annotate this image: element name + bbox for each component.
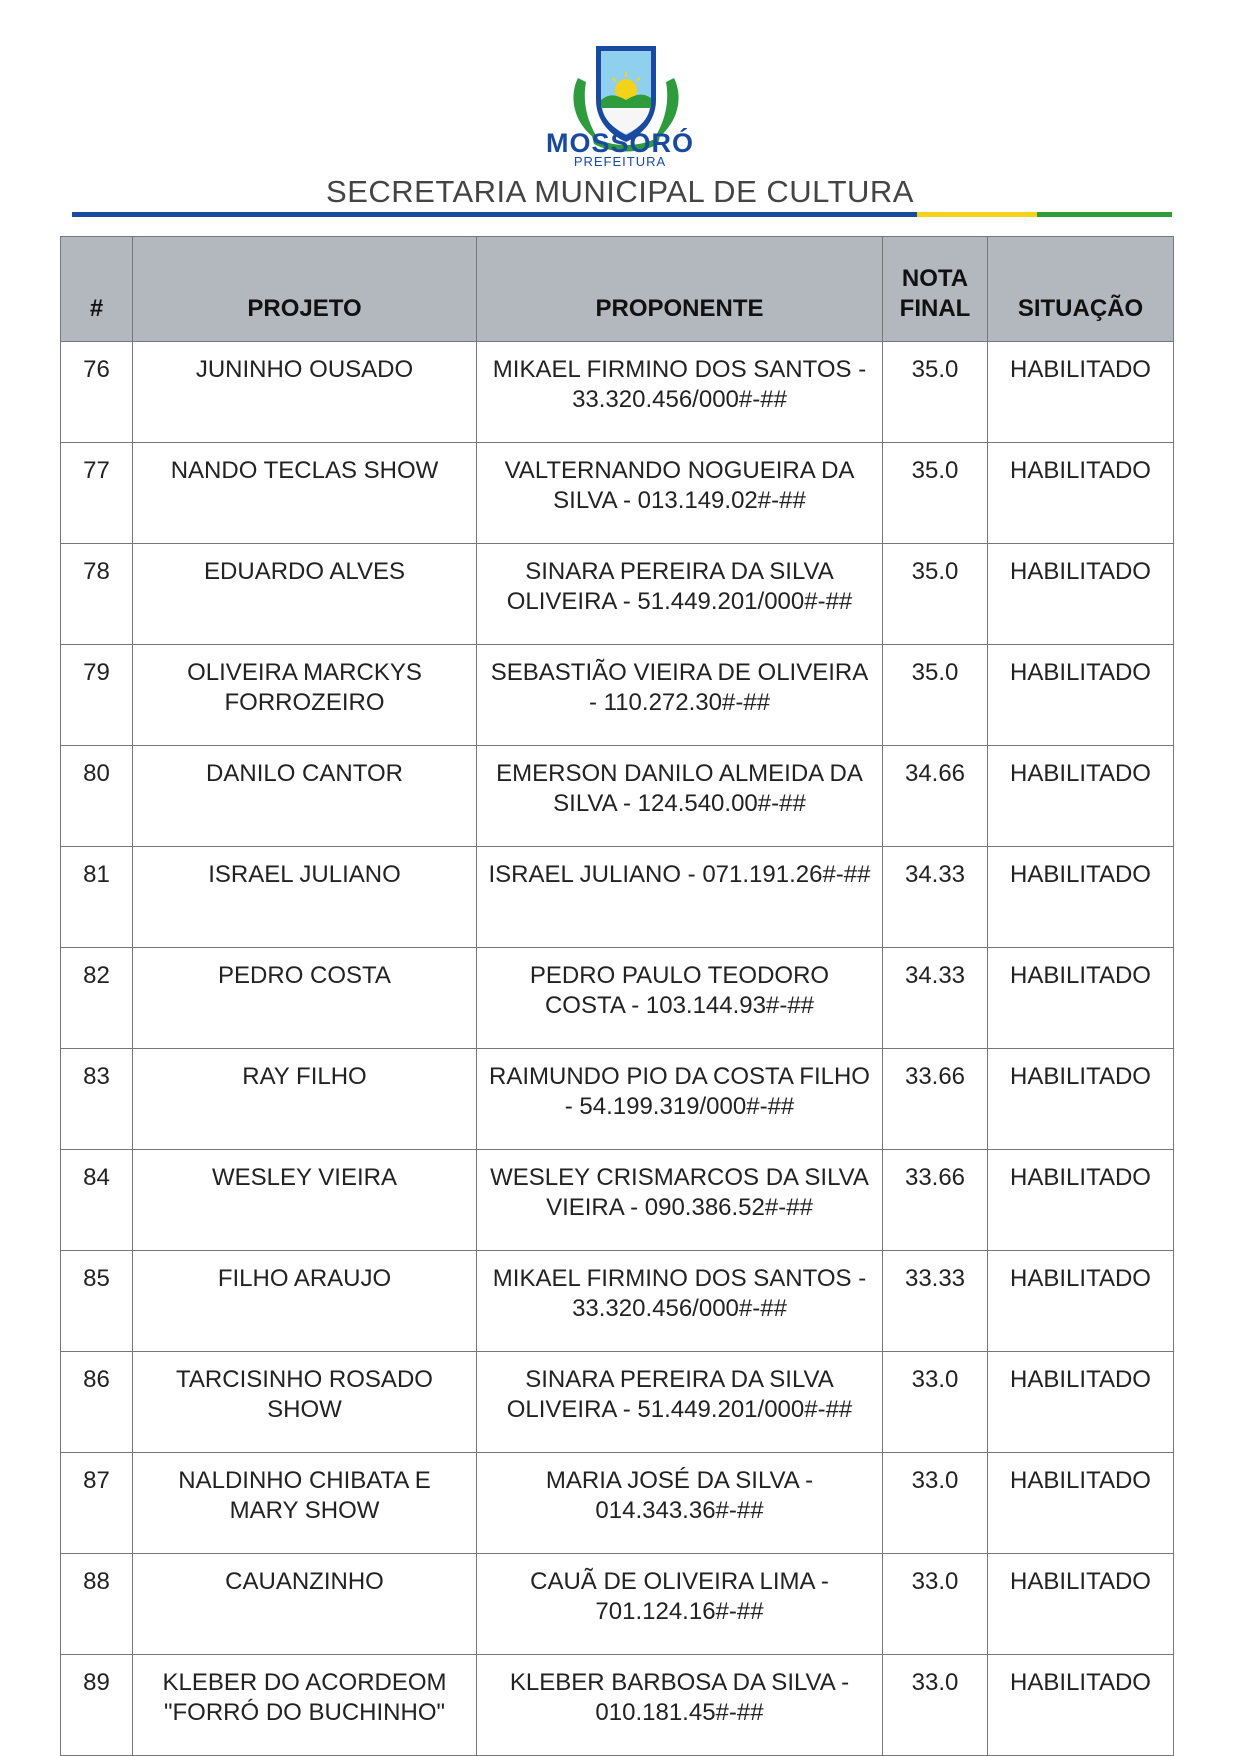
cell-number: 87 — [61, 1453, 133, 1554]
cell-situacao: HABILITADO — [988, 1453, 1174, 1554]
table-row — [61, 1554, 1174, 1655]
table-row — [61, 443, 1174, 544]
table-header-row — [61, 237, 1174, 342]
cell-proponente: SEBASTIÃO VIEIRA DE OLIVEIRA - 110.272.30#-## — [477, 645, 883, 746]
table-row — [61, 342, 1174, 443]
cell-situacao: HABILITADO — [988, 847, 1174, 948]
stripe-green — [1037, 212, 1172, 217]
cell-proponente: WESLEY CRISMARCOS DA SILVA VIEIRA - 090.386.52#-## — [477, 1150, 883, 1251]
brand-name: MOSSORÓ — [545, 128, 694, 158]
cell-nota: 34.66 — [883, 746, 988, 847]
cell-projeto: EDUARDO ALVES — [133, 544, 477, 645]
cell-projeto: NANDO TECLAS SHOW — [133, 443, 477, 544]
cell-number: 85 — [61, 1251, 133, 1352]
table-row — [61, 1150, 1174, 1251]
cell-proponente: SINARA PEREIRA DA SILVA OLIVEIRA - 51.449.201/000#-## — [477, 1352, 883, 1453]
table-row — [61, 1251, 1174, 1352]
table-row — [61, 746, 1174, 847]
cell-projeto: WESLEY VIEIRA — [133, 1150, 477, 1251]
cell-projeto: OLIVEIRA MARCKYS FORROZEIRO — [133, 645, 477, 746]
cell-nota: 33.0 — [883, 1352, 988, 1453]
cell-proponente: KLEBER BARBOSA DA SILVA - 010.181.45#-## — [477, 1655, 883, 1756]
cell-nota: 33.0 — [883, 1453, 988, 1554]
stripe-yellow — [917, 212, 1037, 217]
table-row — [61, 544, 1174, 645]
cell-situacao: HABILITADO — [988, 443, 1174, 544]
cell-nota: 34.33 — [883, 948, 988, 1049]
header-color-stripe — [72, 212, 1172, 217]
cell-projeto: RAY FILHO — [133, 1049, 477, 1150]
page-header — [0, 0, 1240, 225]
column-header-number: # — [61, 237, 133, 342]
cell-nota: 33.0 — [883, 1554, 988, 1655]
cell-proponente: MIKAEL FIRMINO DOS SANTOS - 33.320.456/000#-## — [477, 1251, 883, 1352]
table-row — [61, 948, 1174, 1049]
cell-proponente: VALTERNANDO NOGUEIRA DA SILVA - 013.149.02#-## — [477, 443, 883, 544]
cell-nota: 33.0 — [883, 1655, 988, 1756]
cell-number: 88 — [61, 1554, 133, 1655]
cell-projeto: NALDINHO CHIBATA E MARY SHOW — [133, 1453, 477, 1554]
cell-number: 78 — [61, 544, 133, 645]
cell-number: 82 — [61, 948, 133, 1049]
table-row — [61, 1049, 1174, 1150]
stripe-blue — [72, 212, 917, 217]
cell-situacao: HABILITADO — [988, 1049, 1174, 1150]
cell-number: 83 — [61, 1049, 133, 1150]
column-header-projeto: PROJETO — [133, 237, 477, 342]
table-row — [61, 1352, 1174, 1453]
cell-nota: 35.0 — [883, 342, 988, 443]
cell-situacao: HABILITADO — [988, 1352, 1174, 1453]
cell-number: 80 — [61, 746, 133, 847]
cell-situacao: HABILITADO — [988, 746, 1174, 847]
table-row — [61, 645, 1174, 746]
nota-header-line1: NOTA — [901, 265, 969, 292]
nota-header-line2: FINAL — [899, 295, 971, 322]
cell-number: 77 — [61, 443, 133, 544]
cell-proponente: MIKAEL FIRMINO DOS SANTOS - 33.320.456/000#-## — [477, 342, 883, 443]
brand-subtitle: PREFEITURA — [573, 154, 667, 169]
cell-number: 76 — [61, 342, 133, 443]
cell-proponente: ISRAEL JULIANO - 071.191.26#-## — [477, 847, 883, 948]
cell-nota: 33.66 — [883, 1049, 988, 1150]
cell-number: 81 — [61, 847, 133, 948]
cell-proponente: PEDRO PAULO TEODORO COSTA - 103.144.93#-## — [477, 948, 883, 1049]
cell-number: 86 — [61, 1352, 133, 1453]
cell-situacao: HABILITADO — [988, 948, 1174, 1049]
cell-nota: 33.33 — [883, 1251, 988, 1352]
cell-projeto: FILHO ARAUJO — [133, 1251, 477, 1352]
cell-nota: 35.0 — [883, 544, 988, 645]
cell-proponente: CAUÃ DE OLIVEIRA LIMA - 701.124.16#-## — [477, 1554, 883, 1655]
cell-situacao: HABILITADO — [988, 544, 1174, 645]
cell-number: 89 — [61, 1655, 133, 1756]
cell-nota: 33.66 — [883, 1150, 988, 1251]
cell-proponente: EMERSON DANILO ALMEIDA DA SILVA - 124.540.00#-## — [477, 746, 883, 847]
cell-projeto: CAUANZINHO — [133, 1554, 477, 1655]
cell-nota: 35.0 — [883, 443, 988, 544]
results-table — [60, 236, 1174, 1756]
cell-proponente: RAIMUNDO PIO DA COSTA FILHO - 54.199.319/000#-## — [477, 1049, 883, 1150]
cell-number: 79 — [61, 645, 133, 746]
cell-situacao: HABILITADO — [988, 1251, 1174, 1352]
cell-situacao: HABILITADO — [988, 1655, 1174, 1756]
cell-nota: 34.33 — [883, 847, 988, 948]
cell-projeto: TARCISINHO ROSADO SHOW — [133, 1352, 477, 1453]
column-header-situacao: SITUAÇÃO — [988, 237, 1174, 342]
table-row — [61, 1655, 1174, 1756]
cell-nota: 35.0 — [883, 645, 988, 746]
cell-situacao: HABILITADO — [988, 645, 1174, 746]
cell-projeto: ISRAEL JULIANO — [133, 847, 477, 948]
column-header-nota-final — [883, 237, 988, 342]
cell-situacao: HABILITADO — [988, 1150, 1174, 1251]
cell-proponente: SINARA PEREIRA DA SILVA OLIVEIRA - 51.449.201/000#-## — [477, 544, 883, 645]
cell-projeto: PEDRO COSTA — [133, 948, 477, 1049]
cell-situacao: HABILITADO — [988, 1554, 1174, 1655]
cell-situacao: HABILITADO — [988, 342, 1174, 443]
cell-projeto: KLEBER DO ACORDEOM "FORRÓ DO BUCHINHO" — [133, 1655, 477, 1756]
department-title: SECRETARIA MUNICIPAL DE CULTURA — [326, 174, 914, 209]
cell-projeto: DANILO CANTOR — [133, 746, 477, 847]
cell-proponente: MARIA JOSÉ DA SILVA - 014.343.36#-## — [477, 1453, 883, 1554]
cell-projeto: JUNINHO OUSADO — [133, 342, 477, 443]
cell-number: 84 — [61, 1150, 133, 1251]
table-row — [61, 1453, 1174, 1554]
column-header-proponente: PROPONENTE — [477, 237, 883, 342]
table-row — [61, 847, 1174, 948]
